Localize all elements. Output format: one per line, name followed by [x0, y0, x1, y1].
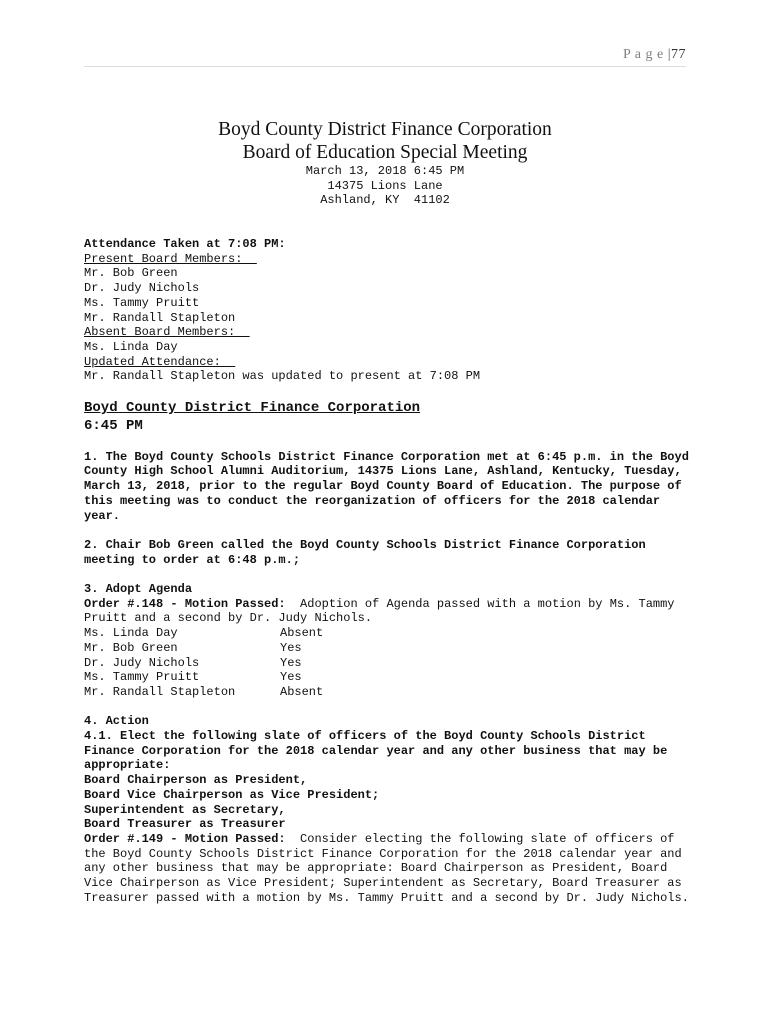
vote-name: Mr. Bob Green [84, 640, 178, 655]
vote-row [84, 641, 694, 656]
vote-row [84, 670, 694, 685]
absent-label: Absent Board Members: [84, 325, 250, 340]
section-title: Boyd County District Finance Corporation [84, 400, 421, 417]
vote-value: Absent [280, 626, 324, 641]
header-rule [84, 66, 686, 67]
vote-row [84, 685, 694, 700]
item-1-text: 1. The Boyd County Schools District Finance Corporation met at 6:45 p.m. in the Boyd County High School Alumni Auditorium, 14375 Lions Lane, Ashland, Kentucky, Tuesday, March 13, 2018, prior to the regular Boyd County Board of Education. The purpose of this meeting was to conduct the reorganization of officers for the 2018 calendar year. [84, 449, 689, 523]
title-line-1: Boyd County District Finance Corporation [218, 119, 552, 140]
order-148-text: Adoption of Agenda passed with a motion by Ms. Tammy Pruitt and a second by Dr. Judy Nichols. [84, 596, 675, 626]
order-149-label: Order #.149 - Motion Passed: [84, 831, 286, 846]
meeting-date: March 13, 2018 6:45 PM [305, 164, 465, 178]
vote-value: Yes [280, 670, 302, 685]
updated-label: Updated Attendance: [84, 354, 236, 369]
vote-row [84, 656, 694, 671]
present-member: Mr. Randall Stapleton [84, 310, 236, 325]
item-3-order [84, 597, 694, 626]
officer-line: Board Chairperson as President, [84, 773, 308, 788]
address-line-2: Ashland, KY 41102 [320, 193, 450, 208]
item-2-text: 2. Chair Bob Green called the Boyd County Schools District Finance Corporation meeting to order at 6:48 p.m.; [84, 537, 646, 567]
present-label: Present Board Members: [84, 251, 257, 266]
section-time: 6:45 PM [84, 417, 143, 434]
absent-member: Ms. Linda Day [84, 339, 178, 354]
title-line-2: Board of Education Special Meeting [242, 142, 528, 163]
document-body [84, 237, 694, 905]
vote-name: Ms. Linda Day [84, 626, 178, 641]
item-4-heading: 4. Action [84, 714, 149, 729]
officer-line: Board Vice Chairperson as Vice President; [84, 787, 380, 802]
order-149-text: Consider electing the following slate of officers of the Boyd County Schools District Finance Corporation for the 2018 calendar year and any other business that may be appropriate: Board Chairperson as President, Board Vice Chairperson as Vice President; Superintendent as Secretary, Board Treasurer as Treasurer passed with a motion by Ms. Tammy Pruitt and a second by Dr. Judy Nichols. [84, 831, 689, 905]
present-member: Mr. Bob Green [84, 266, 178, 281]
vote-row [84, 626, 694, 641]
vote-name: Dr. Judy Nichols [84, 655, 200, 670]
vote-name: Ms. Tammy Pruitt [84, 670, 200, 685]
order-148-label: Order #.148 - Motion Passed: [84, 596, 286, 611]
page-separator: | [667, 47, 671, 62]
vote-value: Yes [280, 655, 302, 670]
page-label: P a g e [622, 47, 664, 62]
vote-value: Yes [280, 640, 302, 655]
address-line-1: 14375 Lions Lane [327, 178, 443, 193]
item-4-1-heading: 4.1. Elect the following slate of officers of the Boyd County Schools District Finance Corporation for the 2018 calendar year and any other business that may be appropriate: [84, 729, 668, 773]
updated-attendance: Mr. Randall Stapleton was updated to present at 7:08 PM [84, 369, 481, 384]
present-member: Ms. Tammy Pruitt [84, 295, 200, 310]
officer-line: Board Treasurer as Treasurer [84, 817, 286, 832]
item-4-order [84, 832, 694, 906]
attendance-heading: Attendance Taken at 7:08 PM: [84, 237, 286, 251]
title-block [0, 118, 770, 208]
page-number: 77 [671, 47, 686, 62]
vote-value: Absent [280, 684, 324, 699]
page-number-header [623, 47, 686, 63]
officer-line: Superintendent as Secretary, [84, 802, 286, 817]
vote-name: Mr. Randall Stapleton [84, 684, 236, 699]
item-3-heading: 3. Adopt Agenda [84, 582, 193, 597]
present-member: Dr. Judy Nichols [84, 281, 200, 296]
